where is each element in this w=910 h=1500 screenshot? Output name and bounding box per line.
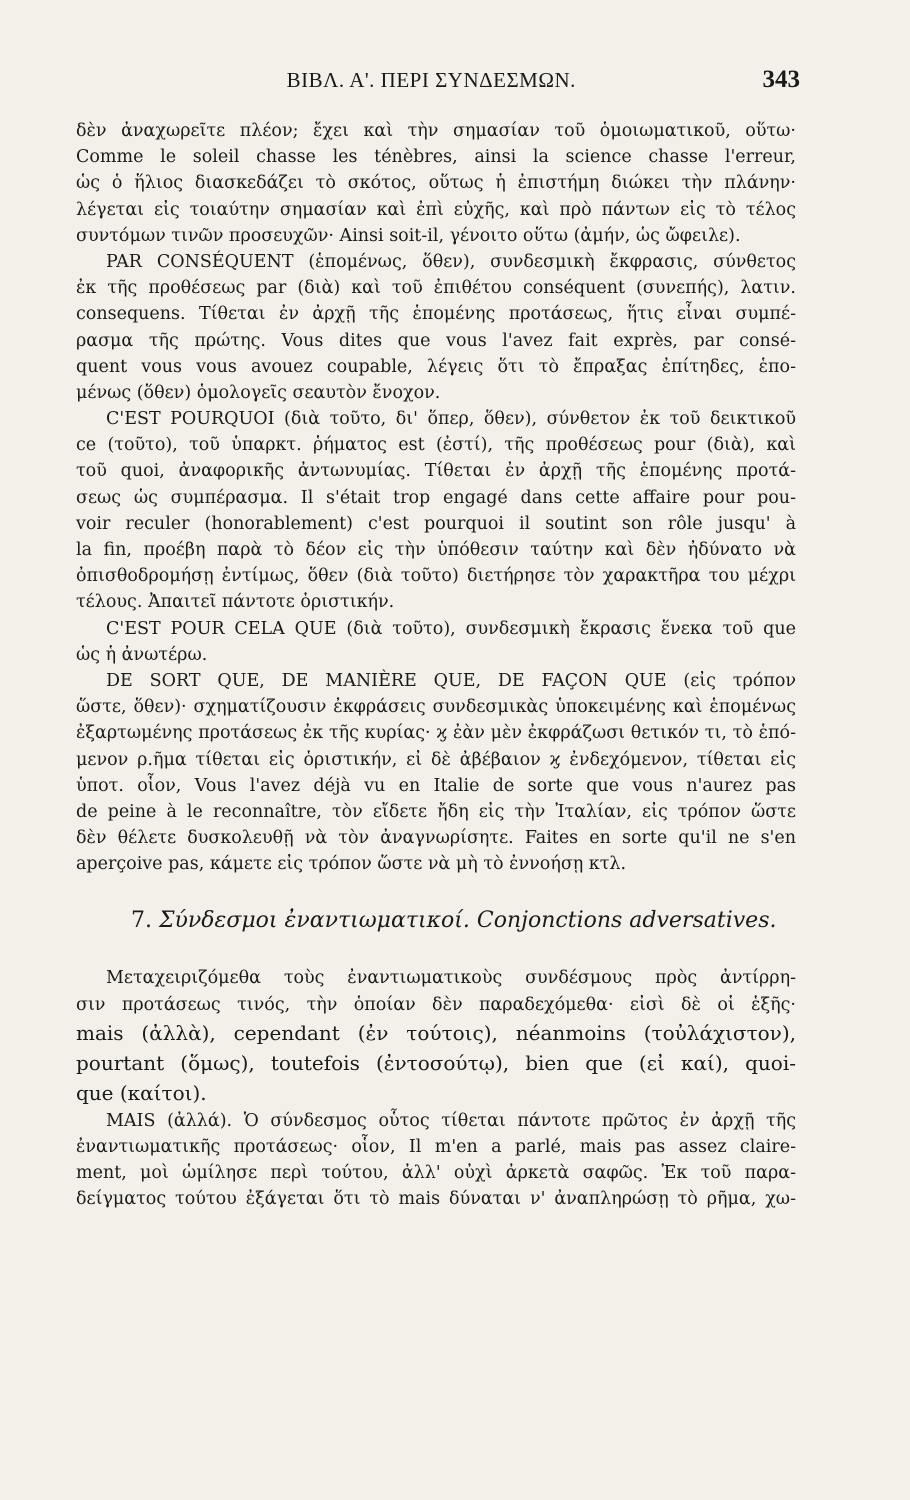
page-number: 343 [762,66,800,93]
text-line: λέγεται εἰς τοιαύτην σημασίαν καὶ ἐπὶ εὐχῆς, καὶ πρὸ πάντων εἰς τὸ τέλος [76,199,796,220]
text-line: Μεταχειριζόμεθα τοὺς ἐναντιωματικοὺς συνδέσμους πρὸς ἀντίρρη- [106,968,796,989]
section-heading [76,901,796,941]
text-line: Comme le soleil chasse les ténèbres, ainsi la science chasse l'erreur, [76,147,796,168]
text-line: C'EST POURQUOI (διὰ τοῦτο, δι' ὅπερ, ὅθεν), σύνθετον ἐκ τοῦ δεικτικοῦ [106,409,796,430]
text-line: de peine à le reconnaître, τὸν εἴδετε ἤδη εἰς τὴν Ἰταλίαν, εἰς τρόπον ὥστε [76,801,796,822]
text-line: aperçoive pas, κάμετε εἰς τρόπον ὥστε νὰ μὴ τὸ ἐννοήσῃ κτλ. [76,854,627,875]
text-line: ὥστε, ὅθεν)· σχηματίζουσιν ἐκφράσεις συνδεσμικὰς ὑποκειμένης καὶ ἑπομένως [76,697,796,718]
text-line: mais (ἀλλὰ), cependant (ἐν τούτοις), néanmoins (τοὐλάχιστον), [76,1020,796,1045]
text-line: ἐξαρτωμένης προτάσεως ἐκ τῆς κυρίας· ϗ ἐὰν μὲν ἐκφράζωσι θετικόν τι, τὸ ἑπό- [76,723,796,744]
text-line: la fin, προέβη παρὰ τὸ δέον εἰς τὴν ὑπόθεσιν ταύτην καὶ δὲν ἠδύνατο νὰ [76,540,796,560]
text-line: ὑποτ. οἷον, Vous l'avez déjà vu en Italie de sorte que vous n'aurez pas [76,775,796,796]
text-line: συντόμων τινῶν προσευχῶν· Ainsi soit-il, γένοιτο οὕτω (ἀμήν, ὡς ὤφειλε). [76,225,741,246]
section-number: 7. [131,908,152,934]
text-line: ὡς ἡ ἀνωτέρω. [76,644,208,665]
text-line: PAR CONSÉQUENT (ἑπομένως, ὅθεν), συνδεσμικὴ ἔκφρασις, σύνθετος [106,251,796,272]
text-line: ἐναντιωματικῆς προτάσεως· οἷον, Il m'en a parlé, mais pas assez claire- [76,1137,796,1157]
section-spacer [76,877,796,901]
text-line: ὀπισθοδρομήσῃ ἐντίμως, ὅθεν (διὰ τοῦτο) διετήρησε τὸν χαρακτῆρα του μέχρι [76,566,796,587]
text-line: δείγματος τούτου ἐξάγεται ὅτι τὸ mais δύναται ν' ἀναπληρώσῃ τὸ ρῆμα, χω- [76,1189,796,1210]
text-line: τέλους. Ἀπαιτεῖ πάντοτε ὁριστικήν. [76,592,395,613]
text-line: MAIS (ἀλλά). Ὁ σύνδεσμος οὗτος τίθεται πάντοτε πρῶτος ἐν ἀρχῇ τῆς [106,1110,796,1131]
text-line: ce (τοῦτο), τοῦ ὑπαρκτ. ῥήματος est (ἐστί), τῆς προθέσεως pour (διὰ), καὶ [76,435,796,456]
text-line: ρασμα τῆς πρώτης. Vous dites que vous l'avez fait exprès, par consé- [76,330,796,351]
text-line: σιν προτάσεως τινός, τὴν ὁποίαν δὲν παραδεχόμεθα· εἰσὶ δὲ οἱ ἑξῆς· [76,994,796,1015]
text-line: voir reculer (honorablement) c'est pourquoi il soutint son rôle jusqu' à [76,513,796,534]
text-line: μένως (ὅθεν) ὁμολογεῖς σεαυτὸν ἔνοχον. [76,382,441,403]
text-line: δὲν ἀναχωρεῖτε πλέον; ἔχει καὶ τὴν σημασίαν τοῦ ὁμοιωματικοῦ, οὕτω· [76,121,796,141]
text-line: τοῦ quoi, ἀναφορικῆς ἀντωνυμίας. Τίθεται ἐν ἀρχῇ τῆς ἑπομένης προτά- [76,461,796,482]
text-line: σεως ὡς συμπέρασμα. Il s'était trop engagé dans cette affaire pour pou- [76,487,796,508]
text-line: ment, μοὶ ὡμίλησε περὶ τούτου, ἀλλ' οὐχὶ ἀρκετὰ σαφῶς. Ἐκ τοῦ παρα- [76,1163,796,1184]
text-line: δὲν θέλετε δυσκολευθῇ νὰ τὸν ἀναγνωρίσητε. Faites en sorte qu'il ne s'en [76,828,796,849]
text-line: pourtant (ὅμως), toutefois (ἐντοσούτῳ), bien que (εἰ καί), quoi- [76,1050,796,1075]
section-spacer [76,941,796,965]
text-line: μενον ρ.ῆμα τίθεται εἰς ὁριστικήν, εἰ δὲ ἀβέβαιον ϗ ἐνδεχόμενον, τίθεται εἰς [76,749,796,770]
section-title-greek: Σύνδεσμοι ἐναντιωματικοί. [159,908,470,934]
text-line: quent vous vous avouez coupable, λέγεις ὅτι τὸ ἔπραξας ἐπίτηδες, ἑπο- [76,356,796,377]
text-line: DE SORT QUE, DE MANIÈRE QUE, DE FAÇON QUE (εἰς τρόπον [106,670,796,691]
text-line: consequens. Τίθεται ἐν ἀρχῇ τῆς ἑπομένης προτάσεως, ἥτις εἶναι συμπέ- [76,304,796,325]
text-line: ὡς ὁ ἥλιος διασκεδάζει τὸ σκότος, οὕτως ἡ ἐπιστήμη διώκει τὴν πλάνην· [76,173,796,194]
running-head: ΒΙΒΛ. Α'. ΠΕΡΙ ΣΥΝΔΕΣΜΩΝ. [286,68,576,92]
page-header [100,66,800,100]
text-line: que (καίτοι). [76,1080,207,1105]
text-line: ἐκ τῆς προθέσεως par (διὰ) καὶ τοῦ ἐπιθέτου conséquent (συνεπής), λατιν. [76,278,796,299]
section-title-french: Conjonctions adversatives. [476,908,777,934]
page-body [76,118,796,1213]
text-line: C'EST POUR CELA QUE (διὰ τοῦτο), συνδεσμικὴ ἔκρασις ἕνεκα τοῦ que [106,618,796,639]
